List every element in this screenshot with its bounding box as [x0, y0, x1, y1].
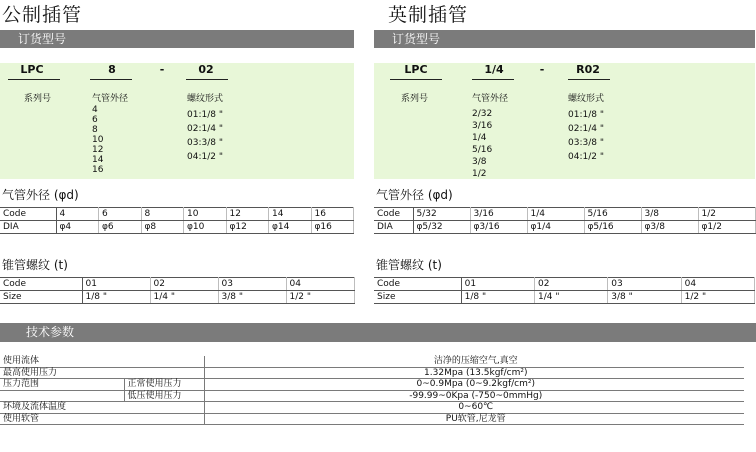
table-cell: 3/8 [641, 208, 698, 221]
metric-thread-list [187, 108, 223, 164]
table-row [374, 278, 755, 291]
table-cell: 1/8 " [461, 291, 534, 304]
table-cell: 1/2 " [681, 291, 754, 304]
tech-row [0, 413, 744, 425]
metric-od-section: 气管外径 (φd) [2, 188, 79, 202]
tech-row [0, 367, 744, 379]
table-cell: 12 [226, 208, 269, 221]
metric-thread-section: 锥管螺纹 (t) [2, 258, 68, 272]
row-header: Code [374, 208, 413, 221]
imperial-title: 英制插管 [388, 4, 469, 26]
table-cell: 01 [82, 278, 150, 291]
table-cell: φ1/4 [527, 221, 584, 234]
table-cell: 14 [269, 208, 312, 221]
table-cell: φ1/2 [698, 221, 755, 234]
thread-list-item: 01:1/8 " [187, 110, 223, 120]
thread-list-item: 02:1/4 " [187, 124, 223, 134]
table-cell: 10 [184, 208, 227, 221]
table-cell: φ8 [141, 221, 184, 234]
tech-label: 使用流体 [0, 356, 124, 367]
table-cell: 04 [681, 278, 754, 291]
tech-params-table [0, 356, 744, 425]
table-row [0, 208, 354, 221]
od-list-item: 12 [92, 145, 104, 155]
table-row [0, 278, 354, 291]
table-cell: 02 [534, 278, 607, 291]
row-header: Code [374, 278, 461, 291]
metric-code-thread: 02 [198, 63, 214, 76]
imperial-order-box [374, 63, 755, 179]
table-cell: 02 [150, 278, 218, 291]
tech-sublabel: 正常使用压力 [124, 379, 204, 391]
tech-value: 0~0.9Mpa (0~9.2kgf/cm²) [204, 379, 744, 391]
tech-value: PU软管,尼龙管 [204, 413, 744, 425]
table-cell: φ4 [56, 221, 99, 234]
od-list-item: 16 [92, 165, 104, 175]
metric-od-label: 气管外径 [92, 94, 129, 104]
metric-od-table [0, 207, 354, 234]
tech-sublabel [124, 356, 204, 367]
tech-label [0, 390, 124, 402]
od-list-item: 6 [92, 115, 98, 125]
table-cell: φ5/16 [584, 221, 641, 234]
tech-row [0, 379, 744, 391]
imperial-code-dash: - [539, 63, 545, 76]
table-cell: 1/4 " [534, 291, 607, 304]
imperial-code-thread-line [568, 79, 610, 80]
table-cell: 1/4 " [150, 291, 218, 304]
thread-list-item: 03:3/8 " [187, 138, 223, 148]
table-cell: 5/32 [413, 208, 470, 221]
tech-value: 0~60℃ [204, 402, 744, 414]
table-cell: φ14 [269, 221, 312, 234]
od-list-item: 3/16 [472, 121, 493, 131]
od-list-item: 14 [92, 155, 104, 165]
od-list-item: 1/2 [472, 169, 487, 179]
tech-label: 使用软管 [0, 413, 124, 425]
imperial-thread-label: 螺纹形式 [568, 94, 605, 104]
od-list-item: 3/8 [472, 157, 487, 167]
thread-list-item: 03:3/8 " [568, 138, 604, 148]
table-cell: φ12 [226, 221, 269, 234]
table-row [374, 221, 755, 234]
table-cell: φ5/32 [413, 221, 470, 234]
row-header: Code [0, 278, 82, 291]
tech-sublabel [124, 402, 204, 414]
table-cell: 4 [56, 208, 99, 221]
od-list-item: 2/32 [472, 109, 493, 119]
tech-sublabel [124, 413, 204, 425]
table-cell: 1/2 [698, 208, 755, 221]
table-cell: 3/8 " [218, 291, 286, 304]
od-list-item: 4 [92, 105, 98, 115]
metric-code-size-line [90, 79, 132, 80]
imperial-order-bar: 订货型号 [374, 30, 755, 48]
imperial-od-section: 气管外径 (φd) [376, 188, 453, 202]
metric-code-size: 8 [108, 63, 116, 76]
table-cell: φ16 [311, 221, 354, 234]
table-row [0, 291, 354, 304]
tech-label: 最高使用压力 [0, 367, 124, 379]
imperial-code-size: 1/4 [484, 63, 504, 76]
thread-list-item: 04:1/2 " [187, 152, 223, 162]
imperial-od-label: 气管外径 [472, 94, 509, 104]
imperial-code-series: LPC [404, 63, 428, 76]
imperial-code-size-line [472, 79, 514, 80]
od-list-item: 5/16 [472, 145, 493, 155]
table-cell: 6 [99, 208, 142, 221]
table-row [0, 221, 354, 234]
imperial-od-list [472, 108, 492, 180]
metric-title: 公制插管 [2, 4, 83, 26]
table-row [374, 291, 755, 304]
od-list-item: 1/4 [472, 133, 487, 143]
table-cell: 01 [461, 278, 534, 291]
row-header: Code [0, 208, 56, 221]
imperial-code-thread: R02 [576, 63, 600, 76]
imperial-code-series-line [390, 79, 442, 80]
metric-thread-table [0, 277, 355, 304]
row-header: Size [374, 291, 461, 304]
imperial-thread-table [374, 277, 755, 304]
tech-sublabel: 低压使用压力 [124, 390, 204, 402]
thread-list-item: 04:1/2 " [568, 152, 604, 162]
table-cell: 1/8 " [82, 291, 150, 304]
tech-sublabel [124, 367, 204, 379]
table-cell: 03 [608, 278, 681, 291]
tech-label: 压力范围 [0, 379, 124, 391]
metric-series-label: 系列号 [24, 94, 52, 104]
tech-value: 洁净的压缩空气,真空 [204, 356, 744, 367]
table-cell: φ6 [99, 221, 142, 234]
table-row [374, 208, 755, 221]
table-cell: 5/16 [584, 208, 641, 221]
table-cell: φ3/16 [470, 221, 527, 234]
metric-code-series-line [8, 79, 60, 80]
row-header: DIA [374, 221, 413, 234]
imperial-series-label: 系列号 [401, 94, 429, 104]
metric-code-dash: - [159, 63, 165, 76]
metric-od-list [92, 105, 103, 175]
imperial-thread-section: 锥管螺纹 (t) [376, 258, 442, 272]
table-cell: 16 [311, 208, 354, 221]
imperial-od-table [374, 207, 756, 234]
table-cell: 8 [141, 208, 184, 221]
row-header: DIA [0, 221, 56, 234]
tech-row [0, 402, 744, 414]
tech-value: -99.99~0Kpa (-750~0mmHg) [204, 390, 744, 402]
table-cell: 1/4 [527, 208, 584, 221]
table-cell: 3/16 [470, 208, 527, 221]
table-cell: 03 [218, 278, 286, 291]
tech-value: 1.32Mpa (13.5kgf/cm²) [204, 367, 744, 379]
table-cell: 04 [286, 278, 354, 291]
od-list-item: 8 [92, 125, 98, 135]
thread-list-item: 01:1/8 " [568, 110, 604, 120]
metric-thread-label: 螺纹形式 [187, 94, 224, 104]
table-cell: 1/2 " [286, 291, 354, 304]
table-cell: 3/8 " [608, 291, 681, 304]
metric-order-box [0, 63, 354, 179]
tech-row [0, 356, 744, 367]
thread-list-item: 02:1/4 " [568, 124, 604, 134]
table-cell: φ3/8 [641, 221, 698, 234]
metric-code-thread-line [186, 79, 228, 80]
metric-order-bar: 订货型号 [0, 30, 354, 48]
row-header: Size [0, 291, 82, 304]
od-list-item: 10 [92, 135, 104, 145]
table-cell: φ10 [184, 221, 227, 234]
tech-label: 环境及流体温度 [0, 402, 124, 414]
metric-code-series: LPC [20, 63, 44, 76]
tech-params-bar: 技术参数 [0, 323, 756, 342]
imperial-thread-list [568, 108, 604, 164]
tech-row [0, 390, 744, 402]
